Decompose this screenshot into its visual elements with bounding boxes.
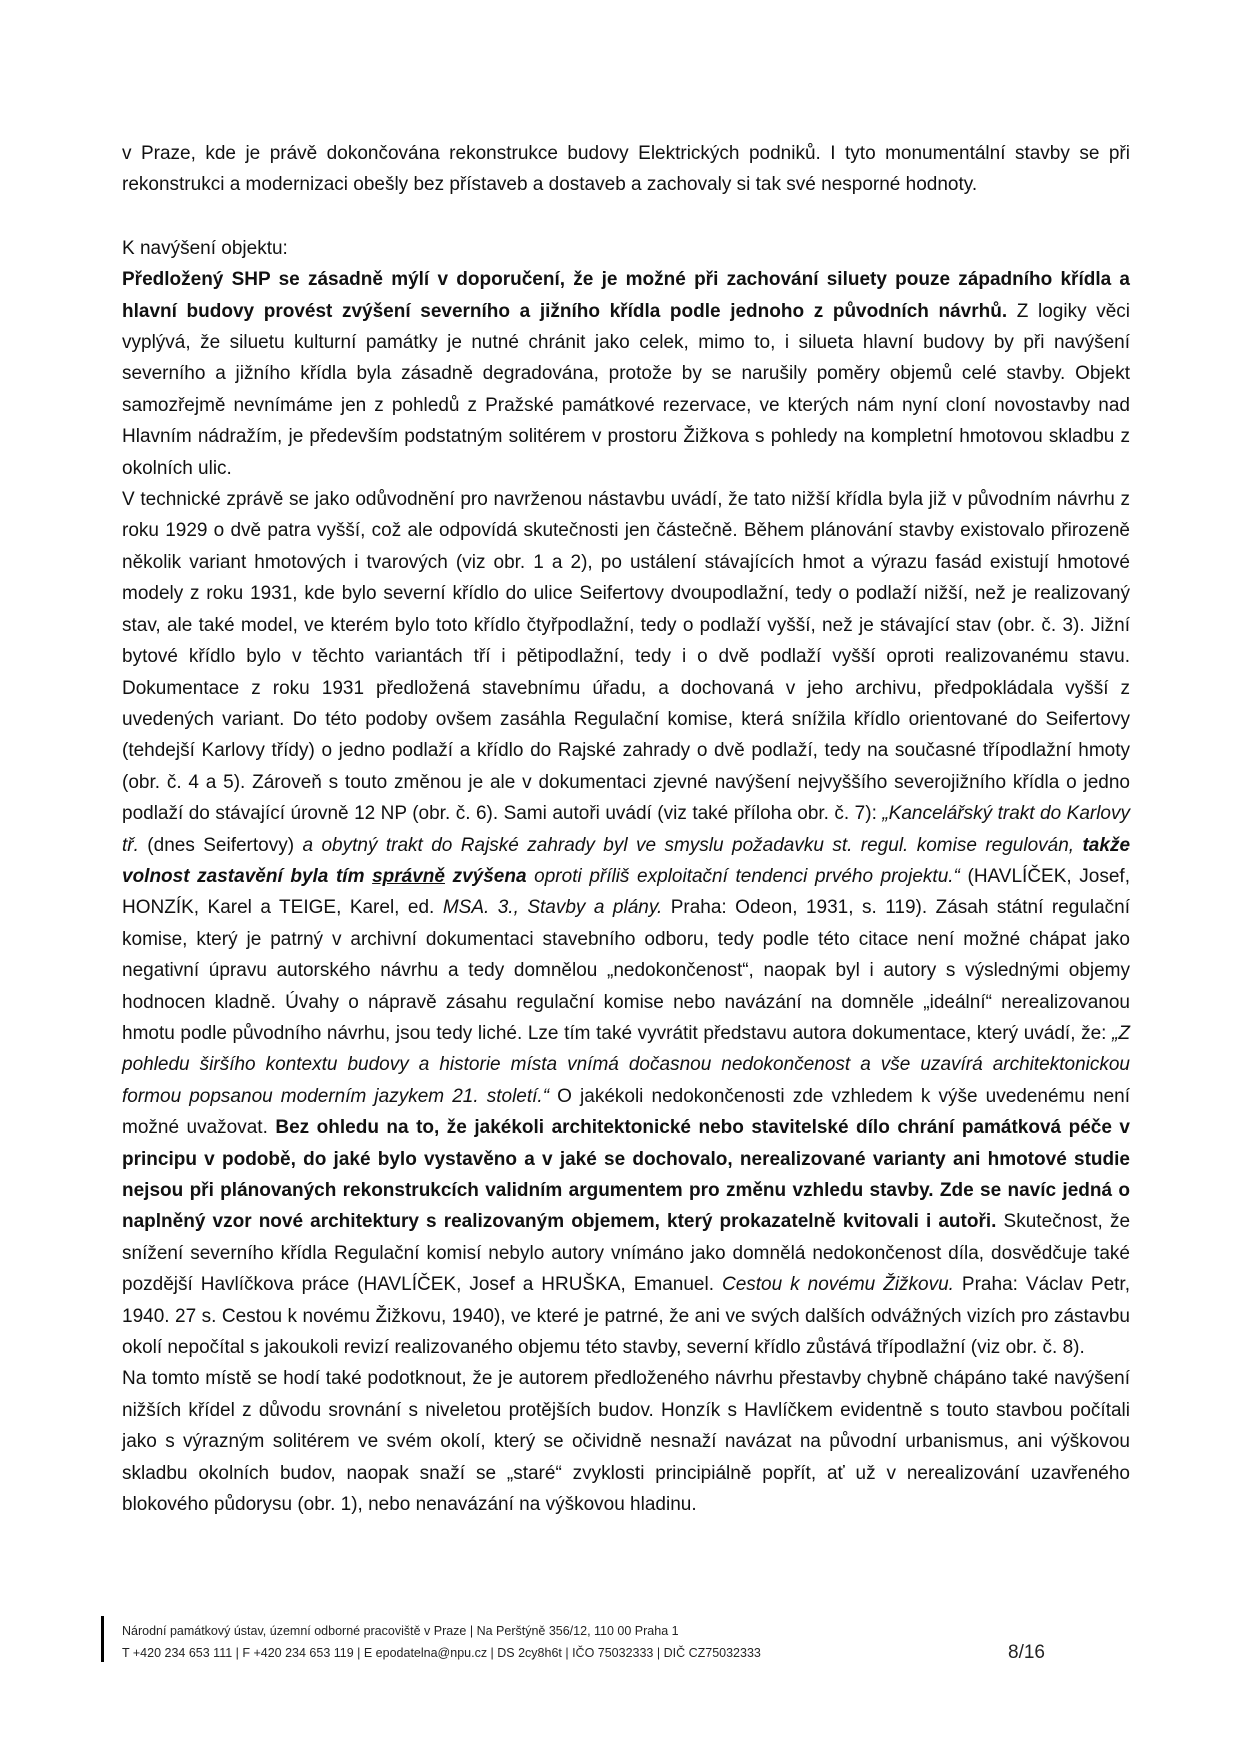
paragraph-2-text-c: (HAVLÍČEK, Josef, HONZÍK, Karel a TEIGE, Karel, ed. [122,865,1130,919]
footer-contacts: T +420 234 653 111 | F +420 234 653 119 | E epodatelna@npu.cz | DS 2cy8h6t | IČO 75032333 | DIČ CZ75032333 [122,1646,761,1660]
page-footer [0,1602,1245,1662]
paragraph-2-quote-c: oproti příliš exploitační tendenci prvého projektu.“ [526,865,960,887]
paragraph-2-text-e: O jakékoli nedokončenosti zde vzhledem k výše uvedenému není možné uvažovat. [122,1085,1131,1139]
paragraph-3: Na tomto místě se hodí také podotknout, že je autorem předloženého návrhu přestavby chybně chápáno také navýšení nižších křídel z důvodu srovnání s niveletou protějších budov. Honzík s Havlíčkem evidentně s touto stavbou počítali jako s výrazným solitérem ve svém okolí, který se očividně nesnaží navázat na původní urbanismus, ani výškovou skladbu okolních budov, naopak snaží se „staré“ zvyklosti principiálně popřít, ať už v nerealizování uzavřeného blokového půdorysu (obr. 1), nebo nenavázání na výškovou hladinu. [122,1368,1130,1516]
paragraph-1 [122,264,1130,484]
paragraph-2-text-g: Praha: Václav Petr, 1940. 27 s. Cestou k novému Žižkovu, 1940), ve které je patrné, že ani ve svých dalších odvážných vizích pro zástavbu okolí nepočítal s jakoukoli revizí realizovaného objemu této stavby, severní křídlo zůstává třípodlažní (viz obr. č. 8). [122,1274,1130,1359]
paragraph-2-quote-bold-2: zvýšena [444,865,527,887]
paragraph-2-bold-conclusion: Bez ohledu na to, že jakékoli architektonické nebo stavitelské dílo chrání památková péče v principu v podobě, do jaké bylo vystavěno a v jaké se dochovalo, nerealizované varianty ani hmotové studie nejsou při plánovaných rekonstrukcích validním argumentem pro změnu vzhledu stavby. Zde se navíc jedná o naplněný vzor nové architektury s realizovaným objemem, který prokazatelně kvitovali i autoři. [122,1117,1130,1233]
paragraph-2-text-d: Praha: Odeon, 1931, s. 119). Zásah státní regulační komise, který je patrný v archivní dokumentaci stavebního odboru, tedy podle této citace není možné chápat jako negativní úpravu autorského návrhu a tedy domnělou „nedokončenost“, naopak byl i autory s výslednými objemy hodnocen kladně. Úvahy o nápravě zásahu regulační komise nebo navázání na domněle „ideální“ nerealizovanou hmotu podle původního návrhu, jsou tedy liché. Lze tím také vyvrátit představu autora dokumentace, který uvádí, že: [122,897,1130,1044]
paragraph-2-quote-a: „Kancelářský trakt do Karlovy tř. [122,803,1130,856]
paragraph-2-text-f: Skutečnost, že snížení severního křídla Regulační komisí nebylo autory vnímáno jako domnělá nedokončenost díla, dosvědčuje také pozdější Havlíčkova práce (HAVLÍČEK, Josef a HRUŠKA, Emanuel. [122,1211,1131,1296]
paragraph-spacer [122,201,1130,233]
intro-paragraph: v Praze, kde je právě dokončována rekonstrukce budovy Elektrických podniků. I tyto monumentální stavby se při rekonstrukci a modernizaci obešly bez přístaveb a dostaveb a zachovaly si tak své nesporné hodnoty. [122,143,1130,196]
paragraph-1-bold-lead: Předložený SHP se zásadně mýlí v doporučení, že je možné při zachování siluety pouze západního křídla a hlavní budovy provést zvýšení severního a jižního křídla podle jednoho z původních návrhů. [122,269,1130,322]
paragraph-2 [122,484,1130,1363]
paragraph-1-text: Z logiky věci vyplývá, že siluetu kulturní památky je nutné chránit jako celek, mimo to, i silueta hlavní budovy by při navýšení severního a jižního křídla byla zásadně degradována, protože by se narušily poměry objemů celé stavby. Objekt samozřejmě nevnímáme jen z pohledů z Pražské památkové rezervace, ve kterých nám nyní cloní novostavby nad Hlavním nádražím, je především podstatným solitérem v prostoru Žižkova s pohledy na kompletní hmotovou skladbu z okolních ulic. [122,300,1130,479]
page-number: 8/16 [1008,1642,1045,1663]
paragraph-2-text-a: V technické zprávě se jako odůvodnění pro navrženou nástavbu uvádí, že tato nižší křídla byla již v původním návrhu z roku 1929 o dvě patra vyšší, což ale odpovídá skutečnosti jen částečně. Během plánování stavby existovalo přirozeně několik variant hmotových i tvarových (viz obr. 1 a 2), po ustálení stávajících hmot a výrazu fasád existují hmotové modely z roku 1931, kde bylo severní křídlo do ulice Seifertovy dvoupodlažní, tedy o podlaží nižší, než je realizovaný stav, ale také model, ve kterém bylo toto křídlo čtyřpodlažní, tedy o podlaží vyšší, než je stávající stav (obr. č. 3). Jižní bytové křídlo bylo v těchto variantách tří i pětipodlažní, tedy i o dvě podlaží vyšší oproti realizovanému stavu. Dokumentace z roku 1931 předložená stavebnímu úřadu, a dochovaná v jeho archivu, předpokládala vyšší z uvedených variant. Do této podoby ovšem zasáhla Regulační komise, která snížila křídlo orientované do Seifertovy (tehdejší Karlovy třídy) o jedno podlaží a křídlo do Rajské zahrady o dvě podlaží, tedy na současné třípodlažní hmoty (obr. č. 4 a 5). Zároveň s touto změnou je ale v dokumentaci zjevné navýšení nejvyššího severojižního křídla o jedno podlaží do stávající úrovně 12 NP (obr. č. 6). Sami autoři uvádí (viz také příloha obr. č. 7): [122,489,1130,825]
document-body [122,138,1130,1520]
paragraph-2-cestou-title: Cestou k novému Žižkovu. [721,1274,954,1296]
paragraph-2-quote-underline: správně [372,865,445,887]
paragraph-2-quote-b: a obytný trakt do Rajské zahrady byl ve smyslu požadavku st. regul. komise regulován, [302,834,1083,856]
footer-address: Národní památkový ústav, územní odborné pracoviště v Praze | Na Perštýně 356/12, 110 00 Praha 1 [122,1624,679,1638]
paragraph-2-text-b: (dnes Seifertovy) [138,834,303,856]
section-heading: K navýšení objektu: [122,237,288,259]
paragraph-2-msa-title: MSA. 3., Stavby a plány. [442,897,663,919]
paragraph-2-quote-bold: takže volnost zastavění byla tím [122,834,1131,887]
paragraph-2-quote-final: „Z pohledu širšího kontextu budovy a historie místa vnímá dočasnou nedokončenost a vše uzavírá architektonickou formou popsanou moderním jazykem 21. století.“ [122,1022,1130,1107]
footer-divider-bar [101,1616,104,1662]
